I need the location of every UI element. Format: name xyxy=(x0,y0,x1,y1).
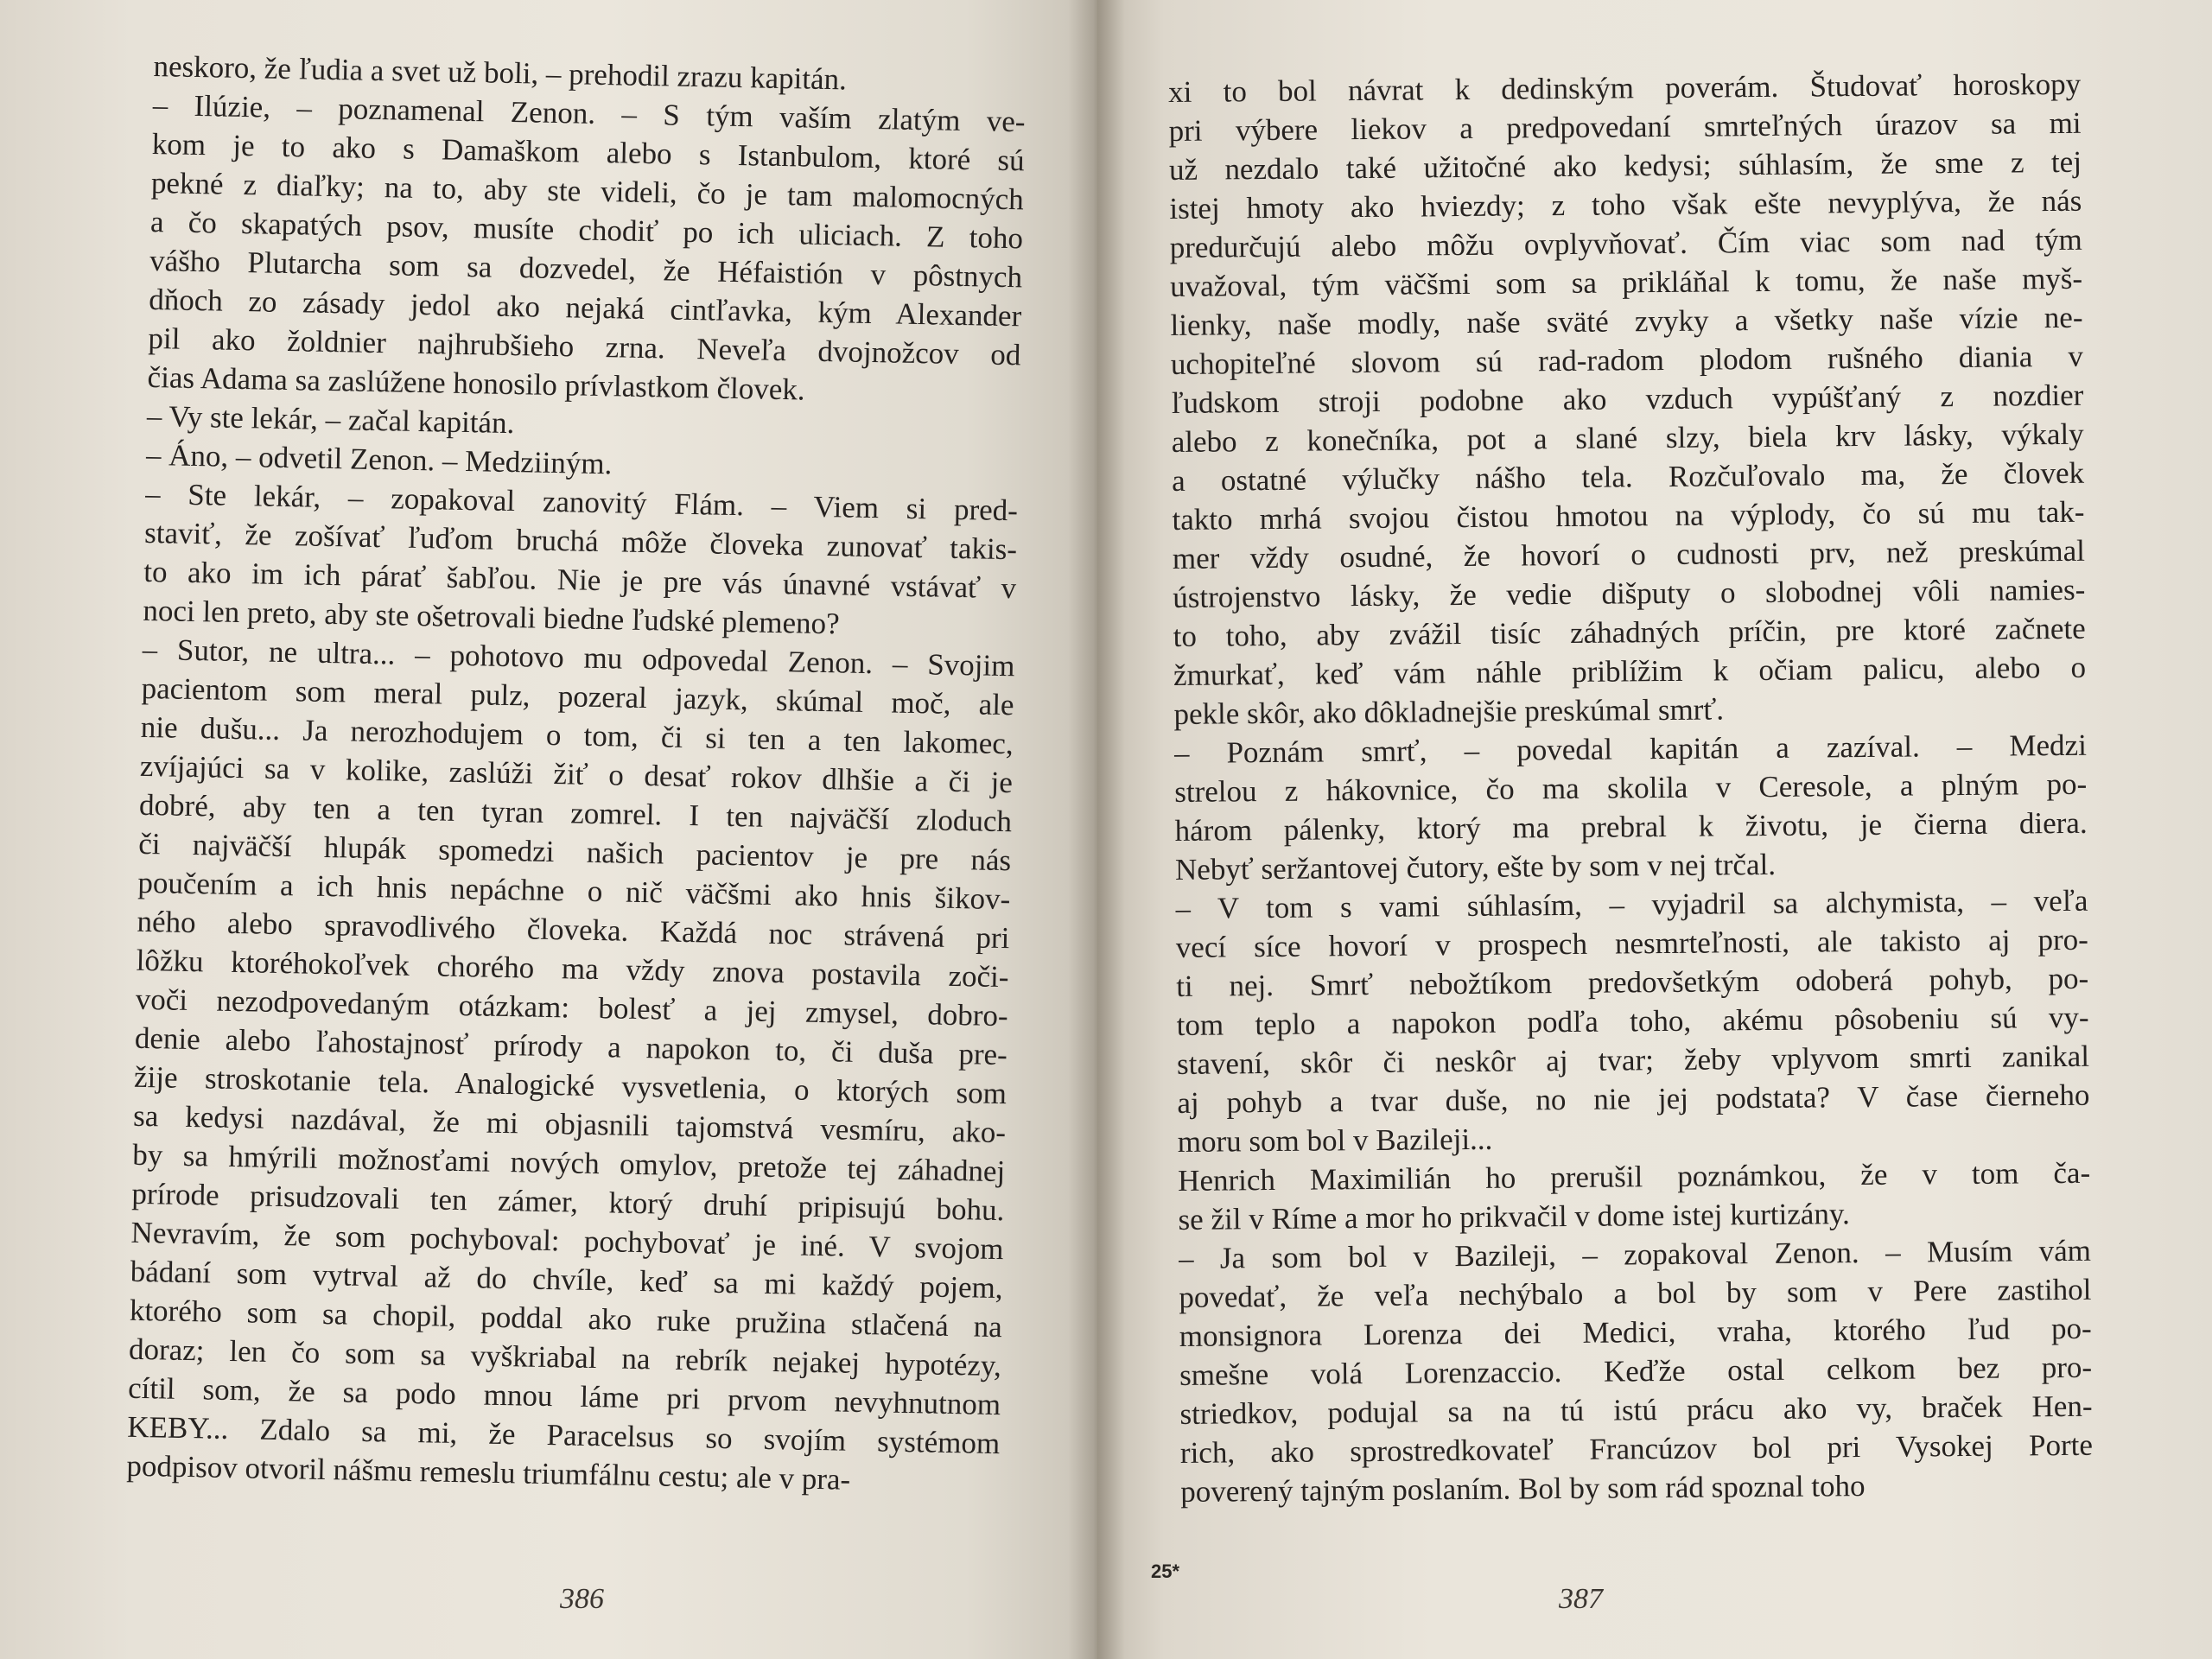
left-page-text xyxy=(126,47,1027,1502)
text-line: aj pohyb a tvar duše, no nie jej podstata? V čase čierneho xyxy=(1177,1077,2090,1120)
text-line: by sa hmýrili možnosťami nových omylov, pretože tej záhadnej xyxy=(132,1137,1006,1189)
text-line: tom teplo a napokon podľa toho, akému pôsobeniu sú vy- xyxy=(1176,1000,2089,1042)
text-line: prírode prisudzovali ten zámer, ktorý druhí pripisujú bohu. xyxy=(131,1176,1005,1228)
text-line: dobré, aby ten a ten tyran zomrel. I ten najväčší zloduch xyxy=(138,787,1013,839)
text-line: ti nej. Smrť nebožtíkom predovšetkým odoberá pohyb, po- xyxy=(1176,961,2089,1003)
text-line: takto mrhá svojou čistou hmotou na výplody, čo sú mu tak- xyxy=(1172,494,2085,537)
text-line: – Áno, – odvetil Zenon. – Medziiným. xyxy=(145,437,613,481)
text-line: alebo z konečníka, pot a slané slzy, biela krv lásky, výkaly xyxy=(1171,416,2084,459)
text-line: – Vy ste lekár, – začal kapitán. xyxy=(146,398,515,441)
book-gutter xyxy=(1068,0,1125,1659)
right-page-number: 387 xyxy=(1559,1583,1603,1615)
text-line: uvažoval, tým väčšmi som sa prikláňal k tomu, že naše myš- xyxy=(1169,261,2083,303)
text-line: xi to bol návrat k dedinským poverám. Študovať horoskopy xyxy=(1168,67,2082,109)
text-line: to toho, aby zvážil tisíc záhadných príčin, pre ktoré začnete xyxy=(1173,611,2086,653)
text-line: rich, ako sprostredkovateľ Francúzov bol pri Vysokej Porte xyxy=(1179,1427,2094,1470)
text-line: nie dušu... Ja nerozhodujem o tom, či si ten a ten lakomec, xyxy=(140,709,1014,761)
text-line: monsignora Lorenza dei Medici, vraha, ktorého ľud po- xyxy=(1179,1311,2092,1353)
text-line: – V tom s vami súhlasím, – vyjadril sa alchymista, – veľa xyxy=(1175,883,2088,925)
text-line: ného alebo spravodlivého človeka. Každá noc strávená pri xyxy=(137,904,1010,956)
text-line: voči nezodpovedaným otázkam: bolesť a jej zmysel, dobro- xyxy=(135,982,1009,1033)
text-line: bádaní som vytrval až do chvíle, keď sa mi každý pojem, xyxy=(130,1254,1003,1306)
text-line: pekle skôr, ako dôkladnejšie preskúmal smrť. xyxy=(1173,692,1725,731)
text-line: pekné z diaľky; na to, aby ste videli, čo je tam malomocných xyxy=(150,165,1025,217)
text-line: noci len preto, aby ste ošetrovali biedne ľudské plemeno? xyxy=(143,593,841,641)
text-line: doraz; len čo som sa vyškriabal na rebrík nejakej hypotézy, xyxy=(128,1332,1002,1383)
text-line: denie alebo ľahostajnosť prírody a napokon to, či duša pre- xyxy=(134,1020,1008,1072)
text-line: pacientom som meral pulz, pozeral jazyk, skúmal moč, ale xyxy=(141,671,1014,722)
text-line: ľudskom stroji podobne ako vzduch vypúšťaný z nozdier xyxy=(1171,378,2084,420)
text-line: strelou z hákovnice, čo ma skolila v Ceresole, a plným po- xyxy=(1174,766,2088,809)
text-line: KEBY... Zdalo sa mi, že Paracelsus so svojím systémom xyxy=(126,1409,1001,1461)
text-line: vášho Plutarcha som sa dozvedel, že Héfaistión v pôstnych xyxy=(149,243,1023,295)
text-line: pil ako žoldnier najhrubšieho zrna. Neveľa dvojnožcov od xyxy=(148,321,1021,372)
text-line: ústrojenstvo lásky, že vedie dišputy o slobodnej vôli namies- xyxy=(1173,572,2086,614)
text-line: vecí síce hovorí v prospech nesmrteľnosti, ale takisto aj pro- xyxy=(1175,922,2088,964)
text-line: a čo skapatých psov, musíte chodiť po ich uliciach. Z toho xyxy=(149,204,1024,256)
text-line: žije stroskotanie tela. Analogické vysvetlenia, o ktorých som xyxy=(133,1059,1007,1111)
right-page-text xyxy=(1168,65,2093,1511)
text-line: či najväčší hlupák spomedzi našich pacientov je pre nás xyxy=(137,826,1012,878)
text-line: ktorého som sa chopil, poddal ako ruke pružina stlačená na xyxy=(129,1293,1003,1344)
text-line: – Ste lekár, – zopakoval zanovitý Flám. – Viem si pred- xyxy=(144,476,1019,528)
text-line: zvíjajúci sa v kolike, zaslúži žiť o desať rokov dlhšie a či je xyxy=(139,748,1014,800)
text-line: smešne volá Lorenzaccio. Keďže ostal celkom bez pro- xyxy=(1179,1350,2093,1392)
text-line: staviť, že zošívať ľuďom bruchá môže človeka zunovať takis- xyxy=(143,515,1018,567)
text-line: čias Adama sa zaslúžene honosilo prívlastkom človek. xyxy=(147,359,805,407)
text-line: a ostatné výlučky nášho tela. Rozčuľovalo ma, že človek xyxy=(1171,455,2085,498)
left-page xyxy=(0,0,1097,1659)
text-line: poverený tajným poslaním. Bol by som rád spoznal toho xyxy=(1180,1469,1866,1509)
text-line: predurčujú alebo môžu ovplyvňovať. Čím viac som nad tým xyxy=(1169,222,2082,264)
text-line: dňoch zo zásady jedol ako nejaká cintľavka, kým Alexander xyxy=(149,282,1022,334)
text-line: – Sutor, ne ultra... – pohotovo mu odpovedal Zenon. – Svojim xyxy=(142,632,1015,683)
text-line: cítil som, že sa podo mnou láme pri prvom nevyhnutnom xyxy=(127,1370,1001,1422)
text-line: sa kedysi nazdával, že mi objasnili tajomstvá vesmíru, ako- xyxy=(132,1098,1007,1150)
text-line: Nevravím, že som pochyboval: pochybovať je iné. V svojom xyxy=(130,1215,1004,1267)
text-line: Henrich Maximilián ho prerušil poznámkou, že v tom ča- xyxy=(1178,1155,2091,1198)
text-line: striedkov, podujal sa na tú istú prácu ako vy, braček Hen- xyxy=(1179,1389,2093,1431)
text-line: to ako im ich párať šabľou. Nie je pre vás únavné vstávať v xyxy=(143,554,1017,606)
text-line: lienky, naše modly, naše sväté zvyky a všetky naše vízie ne- xyxy=(1170,300,2083,342)
text-line: moru som bol v Bazileji... xyxy=(1177,1122,1493,1159)
text-line: kom je to ako s Damaškom alebo s Istanbulom, ktoré sú xyxy=(151,126,1026,178)
left-page-number: 386 xyxy=(560,1583,604,1615)
text-line: pri výbere liekov a predpovedaní smrteľných úrazov sa mi xyxy=(1168,105,2082,148)
text-line: podpisov otvoril nášmu remeslu triumfálnu cestu; ale v pra- xyxy=(126,1448,851,1497)
text-line: – Ilúzie, – poznamenal Zenon. – S tým vaším zlatým ve- xyxy=(152,87,1026,139)
text-line: Nebyť seržantovej čutory, ešte by som v nej trčal. xyxy=(1174,847,1777,887)
text-line: lôžku ktoréhokoľvek chorého ma vždy znova postavila zoči- xyxy=(136,943,1009,995)
text-line: poučením a ich hnis nepáchne o nič väčšmi ako hnis šikov- xyxy=(137,865,1011,917)
text-line: uchopiteľné slovom sú rad-radom plodom rušného diania v xyxy=(1170,339,2084,381)
text-line: – Poznám smrť, – povedal kapitán a zazíval. – Medzi xyxy=(1173,728,2088,770)
text-line: žmurkať, keď vám náhle priblížim k očiam palicu, alebo o xyxy=(1173,650,2087,692)
text-line: – Ja som bol v Bazileji, – zopakoval Zenon. – Musím vám xyxy=(1178,1233,2092,1275)
text-line: mer vždy osudné, že hovorí o cudnosti prv, než preskúmal xyxy=(1172,533,2086,575)
signature-mark: 25* xyxy=(1151,1560,1180,1582)
text-line: se žil v Ríme a mor ho prikvačil v dome istej kurtizány. xyxy=(1178,1197,1850,1236)
text-line: stavení, skôr či neskôr aj tvar; žeby vplyvom smrti zanikal xyxy=(1176,1039,2090,1081)
text-line: neskoro, že ľudia a svet už boli, – prehodil zrazu kapitán. xyxy=(153,48,848,97)
text-line: istej hmoty ako hviezdy; z toho však ešte nevyplýva, že nás xyxy=(1169,183,2082,226)
text-line: už nezdalo také užitočné ako kedysi; súhlasím, že sme z tej xyxy=(1168,144,2082,187)
text-line: három pálenky, ktorý ma prebral k životu, je čierna diera. xyxy=(1174,805,2088,848)
text-line: povedať, že veľa nechýbalo a bol by som v Pere zastihol xyxy=(1179,1272,2092,1314)
